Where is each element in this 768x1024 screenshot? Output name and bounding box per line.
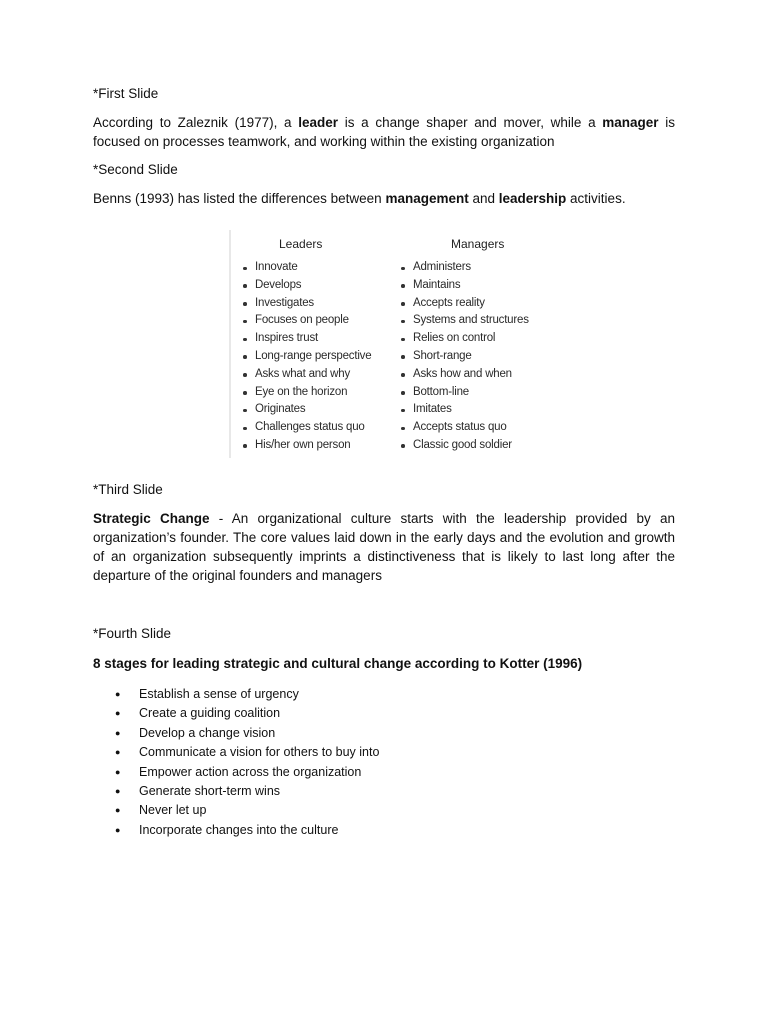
list-item: ● Create a guiding coalition — [93, 704, 675, 723]
strategic-change-term: Strategic Change — [93, 511, 210, 526]
list-item: ● Establish a sense of urgency — [93, 685, 675, 704]
leaders-item: Asks what and why — [241, 366, 391, 384]
managers-item: Administers — [399, 259, 549, 277]
managers-item: Relies on control — [399, 330, 549, 348]
kotter-stages-list — [93, 685, 675, 840]
managers-item: Systems and structures — [399, 312, 549, 330]
leaders-item: Originates — [241, 401, 391, 419]
list-item: ● Empower action across the organization — [93, 763, 675, 782]
fourth-slide-section — [93, 624, 675, 840]
managers-item: Accepts status quo — [399, 419, 549, 437]
managers-column — [399, 230, 549, 455]
third-slide-text: - An organizational culture starts with the leadership provided by an organization’s founder. The core values laid down in the early days and the evolution and growth of an organization subsequently imprints a distinctiveness that is likely to last long after the departure of the original founders and managers — [93, 511, 676, 583]
leaders-item: Investigates — [241, 295, 391, 313]
first-slide-paragraph — [93, 113, 675, 151]
managers-item: Classic good soldier — [399, 437, 549, 455]
managers-item: Bottom-line — [399, 384, 549, 402]
leaders-item: Develops — [241, 277, 391, 295]
list-item: ● Never let up — [93, 801, 675, 820]
managers-header: Managers — [451, 237, 505, 251]
first-slide-text-1: According to Zaleznik (1977), a — [93, 115, 299, 130]
managers-item: Maintains — [399, 277, 549, 295]
leaders-list — [241, 259, 391, 455]
second-slide-and: and — [468, 191, 499, 206]
leaders-item: Innovate — [241, 259, 391, 277]
second-slide-text-1: Benns (1993) has listed the differences between — [93, 191, 386, 206]
second-slide-text-2: activities. — [566, 191, 626, 206]
third-slide-paragraph — [93, 509, 675, 585]
leaders-item: Inspires trust — [241, 330, 391, 348]
leaders-item: Long-range perspective — [241, 348, 391, 366]
second-slide-label: *Second Slide — [93, 162, 178, 177]
leaders-item: His/her own person — [241, 437, 391, 455]
list-item: ● Communicate a vision for others to buy into — [93, 743, 675, 762]
list-item: ● Develop a change vision — [93, 724, 675, 743]
second-slide-paragraph — [93, 189, 675, 208]
leaders-header: Leaders — [279, 237, 323, 251]
kotter-heading: 8 stages for leading strategic and cultural change according to Kotter (1996) — [93, 656, 583, 671]
manager-term: manager — [602, 115, 659, 130]
managers-list — [399, 259, 549, 455]
first-slide-text-3: is focused on processes teamwork, and working within the existing organization — [93, 115, 675, 149]
list-item: ● Incorporate changes into the culture — [93, 821, 675, 840]
leader-term: leader — [298, 115, 339, 130]
first-slide-text-2: is a change shaper and mover, while a — [338, 115, 603, 130]
leaders-item: Challenges status quo — [241, 419, 391, 437]
managers-item: Short-range — [399, 348, 549, 366]
third-slide-label: *Third Slide — [93, 482, 163, 497]
document-body — [93, 84, 675, 208]
first-slide-label: *First Slide — [93, 86, 159, 101]
list-item: ● Generate short-term wins — [93, 782, 675, 801]
third-slide-section — [93, 480, 675, 585]
fourth-slide-label: *Fourth Slide — [93, 626, 172, 641]
managers-item: Accepts reality — [399, 295, 549, 313]
leadership-term: leadership — [498, 191, 567, 206]
management-term: management — [385, 191, 469, 206]
leaders-item: Focuses on people — [241, 312, 391, 330]
leaders-item: Eye on the horizon — [241, 384, 391, 402]
leaders-column — [241, 230, 391, 455]
managers-item: Asks how and when — [399, 366, 549, 384]
managers-item: Imitates — [399, 401, 549, 419]
leaders-vs-managers-figure — [229, 230, 549, 458]
